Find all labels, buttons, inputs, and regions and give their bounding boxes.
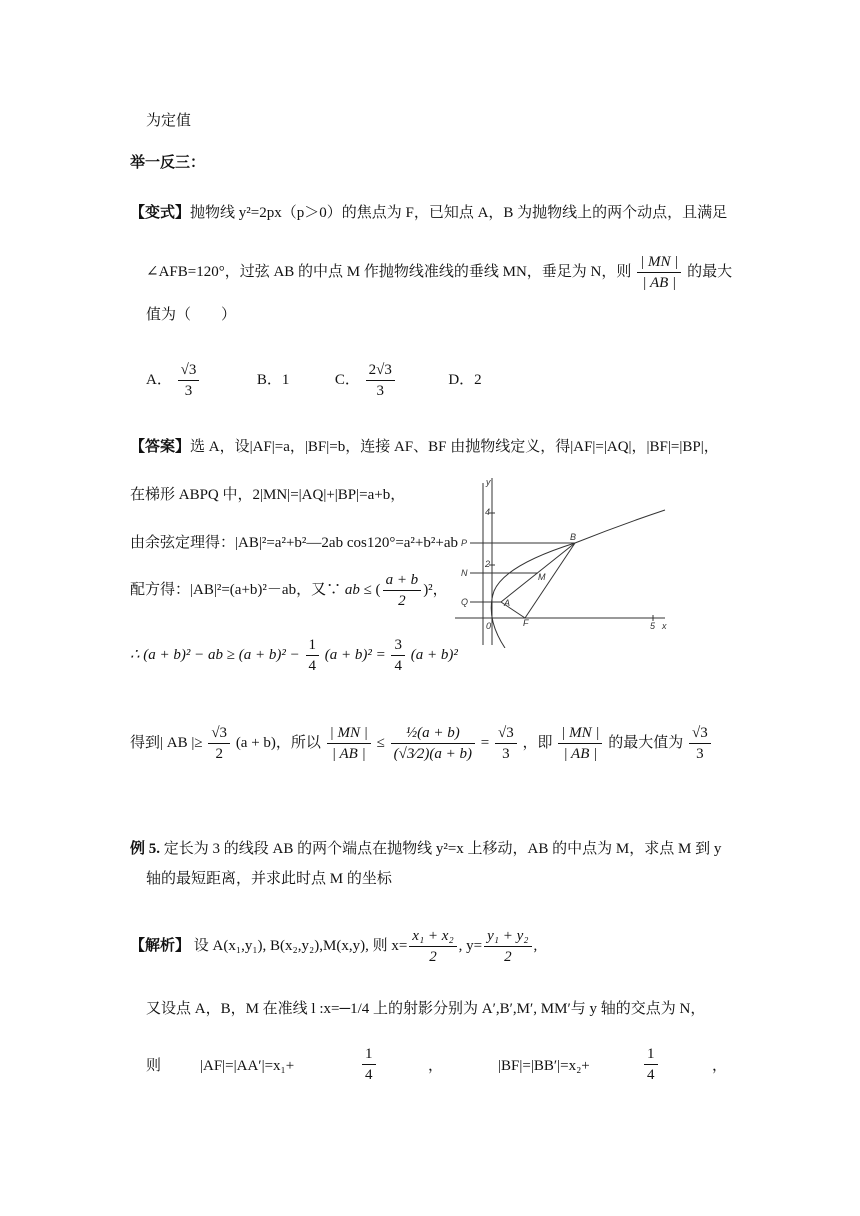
inequality-part-1: ∴ (a + b)² − ab ≥ (a + b)² − xyxy=(130,647,300,663)
x-midpoint-frac xyxy=(409,926,456,967)
point-n-label: N xyxy=(461,568,468,578)
solution-tag: 【解析】 xyxy=(130,938,191,954)
inequality-part-3: (a + b)² xyxy=(410,647,458,663)
option-a-den: 3 xyxy=(178,380,200,401)
mn-over-ab xyxy=(327,723,371,764)
option-a-num: √3 xyxy=(180,362,197,379)
option-a-label: A． xyxy=(146,372,172,388)
frac-num: 1 xyxy=(308,637,316,654)
bf-equation: |BF|=|BB′|=x₂+ xyxy=(498,1058,590,1074)
sqrt3-over-2 xyxy=(208,723,230,764)
variant-text-1: 抛物线 y²=2px（p＞0）的焦点为 F，已知点 A，B 为抛物线上的两个动点，且满足 xyxy=(190,205,728,221)
frac-num: 1 xyxy=(647,1046,655,1062)
y-tick-2: 2 xyxy=(485,559,491,569)
frac-den: 4 xyxy=(644,1064,658,1085)
ratio-mn-ab xyxy=(637,252,681,293)
answer-line-4 xyxy=(130,568,448,612)
variant-text-2b: 的最大 xyxy=(687,264,733,280)
solution-text-y: , y= xyxy=(458,938,483,954)
frac-num: y₁ + y₂ xyxy=(487,928,529,945)
point-b-label: B xyxy=(570,532,577,542)
frac-num: | MN | xyxy=(329,725,368,742)
y-tick-4: 4 xyxy=(485,507,491,517)
inequality-part-2: (a + b)² = xyxy=(324,647,386,663)
frac-den: | AB | xyxy=(558,743,602,764)
variant-line-2 xyxy=(146,252,732,293)
frac-den: 2 xyxy=(208,743,230,764)
answer-tag: 【答案】 xyxy=(130,439,191,455)
frac-num: x₁ + x₂ xyxy=(412,928,454,945)
frac-den: 2 xyxy=(409,946,456,967)
option-b: B．1 xyxy=(256,372,290,388)
answer-frac-ab2 xyxy=(383,570,422,611)
variant-tag: 【变式】 xyxy=(130,205,191,221)
y-midpoint-frac xyxy=(484,926,531,967)
answer-line-2: 在梯形 ABPQ 中，2|MN|=|AQ|+|BP|=a+b， xyxy=(130,487,406,503)
origin-label: 0 xyxy=(486,621,492,631)
answer-line-6 xyxy=(130,706,713,780)
variant-line-3: 值为（ ） xyxy=(146,307,237,323)
frac-den: 4 xyxy=(362,1064,376,1085)
frac-den: 4 xyxy=(391,655,405,676)
af-equation: |AF|=|AA′|=x₁+ xyxy=(200,1058,295,1074)
option-d: D．2 xyxy=(448,372,482,388)
answer-ab: ab xyxy=(344,582,360,598)
max-text: 的最大值为 xyxy=(608,735,684,751)
answer-end: )²， xyxy=(423,582,448,598)
point-q-label: Q xyxy=(461,597,469,607)
parabola-curve xyxy=(491,510,665,648)
solution-line-3 xyxy=(146,1044,736,1088)
eq-sign: = xyxy=(480,735,490,751)
le-sign: ≤ xyxy=(376,735,385,751)
bf-quarter xyxy=(644,1044,658,1085)
solution-line-2: 又设点 A，B，M 在准线 l :x=─1/4 上的射影分别为 A′,B′,M′, MM′与 y 轴的交点为 N， xyxy=(146,1001,706,1017)
frac-num: √3 xyxy=(497,725,514,742)
three-quarter-frac xyxy=(391,635,405,676)
option-c-label: C． xyxy=(334,372,360,388)
ab-bound-text-2: (a + b)，所以 xyxy=(235,735,321,751)
option-a-value xyxy=(178,360,200,401)
options-row xyxy=(146,358,482,402)
frac-num: a + b xyxy=(385,572,419,589)
result-frac xyxy=(495,723,517,764)
example-5-tag: 例 5. xyxy=(130,841,161,857)
x-axis-label: x xyxy=(662,621,667,631)
option-c-den: 3 xyxy=(366,380,395,401)
comma-1: ， xyxy=(428,1058,444,1074)
answer-text-1: 选 A，设|AF|=a，|BF|=b，连接 AF、BF 由抛物线定义，得|AF|=|AQ|，|BF|=|BP|， xyxy=(190,439,719,455)
segment-bf xyxy=(525,543,575,618)
frac-den: 3 xyxy=(495,743,517,764)
answer-le: ≤ ( xyxy=(363,582,381,598)
point-f-label: F xyxy=(523,618,529,628)
frac-den: (√3⁄2)(a + b) xyxy=(391,743,475,764)
frac-num: 1 xyxy=(365,1046,373,1062)
answer-text-4: 配方得：|AB|²=(a+b)²－ab，又∵ xyxy=(130,582,342,598)
solution-text-1: 设 A(x₁,y₁), B(x₂,y₂),M(x,y), 则 x= xyxy=(193,938,408,954)
frac-den: | AB | xyxy=(327,743,371,764)
example-5-line-1 xyxy=(130,838,721,860)
example-5-line-2: 轴的最短距离，并求此时点 M 的坐标 xyxy=(146,871,392,887)
ze-text: 则 xyxy=(146,1058,162,1074)
variant-text-2: ∠AFB=120°，过弦 AB 的中点 M 作抛物线准线的垂线 MN，垂足为 N，则 xyxy=(146,264,632,280)
answer-line-1 xyxy=(130,436,719,458)
compound-frac xyxy=(391,723,475,764)
ratio-denominator: | AB | xyxy=(637,272,681,293)
solution-text-end: , xyxy=(533,938,538,954)
point-p-label: P xyxy=(461,538,468,548)
comma-2: ， xyxy=(712,1058,728,1074)
point-m-label: M xyxy=(538,572,546,582)
frac-den: 4 xyxy=(306,655,320,676)
section-heading: 举一反三： xyxy=(130,155,206,171)
ab-bound-text: 得到| AB |≥ xyxy=(130,735,203,751)
frac-num: 3 xyxy=(394,637,402,654)
option-c-value xyxy=(366,360,395,401)
answer-line-3: 由余弦定理得：|AB|²=a²+b²—2ab cos120°=a²+b²+ab xyxy=(130,535,459,551)
frac-num: ½(a + b) xyxy=(405,725,460,742)
option-c-num: 2√3 xyxy=(368,362,392,379)
continuation-text: 为定值 xyxy=(146,113,192,129)
x-tick-5: 5 xyxy=(650,621,656,631)
frac-den: 2 xyxy=(383,590,422,611)
frac-num: √3 xyxy=(691,725,708,742)
quarter-frac xyxy=(306,635,320,676)
max-value-frac xyxy=(689,723,711,764)
frac-num: | MN | xyxy=(561,725,600,742)
example-5-text-1: 定长为 3 的线段 AB 的两个端点在抛物线 y²=x 上移动，AB 的中点为 M，求点 M 到 y xyxy=(163,841,722,857)
variant-line-1 xyxy=(130,202,727,224)
frac-den: 2 xyxy=(484,946,531,967)
point-a-label: A xyxy=(504,598,511,608)
solution-line-1 xyxy=(130,924,537,968)
parabola-diagram xyxy=(450,473,670,648)
ji-text: ，即 xyxy=(522,735,553,751)
y-axis-label: y xyxy=(486,477,491,487)
ratio-numerator: | MN | xyxy=(640,254,679,271)
af-quarter xyxy=(362,1044,376,1085)
answer-line-5 xyxy=(130,632,458,678)
frac-den: 3 xyxy=(689,743,711,764)
mn-over-ab-2 xyxy=(558,723,602,764)
frac-num: √3 xyxy=(211,725,228,742)
